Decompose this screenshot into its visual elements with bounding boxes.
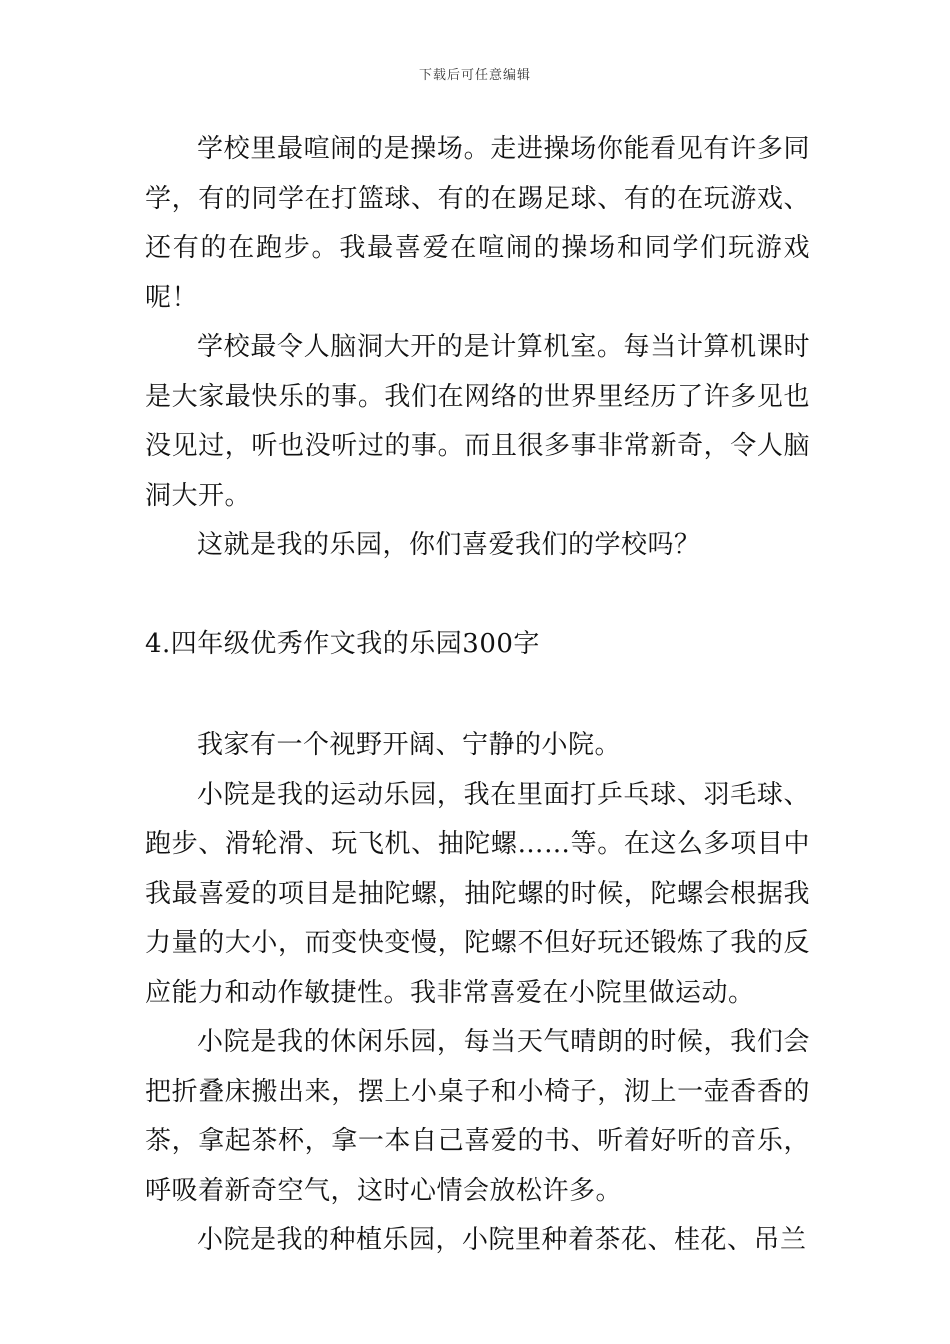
paragraph-planting: 小院是我的种植乐园，小院里种着茶花、桂花、吊兰 [197,1225,807,1255]
paragraph-closing: 这就是我的乐园，你们喜爱我们的学校吗？ [197,530,701,560]
document-body [145,125,810,1266]
section-heading: 4.四年级优秀作文我的乐园300字 [145,628,540,659]
page-header: 下载后可任意编辑 [418,68,531,83]
paragraph-sports: 小院是我的运动乐园，我在里面打乒乓球、羽毛球、跑步、滑轮滑、玩飞机、抽陀螺……等。在这么多项目中我最喜爱的项目是抽陀螺，抽陀螺的时候，陀螺会根据我力量的大小，而变快变慢，陀螺不但好玩还锻炼了我的反应能力和动作敏捷性。我非常喜爱在小院里做运动。 [145,779,810,1008]
paragraph-leisure: 小院是我的休闲乐园，每当天气晴朗的时候，我们会把折叠床搬出来，摆上小桌子和小椅子，沏上一壶香香的茶，拿起茶杯，拿一本自己喜爱的书、听着好听的音乐，呼吸着新奇空气，这时心情会放松许多。 [145,1027,810,1206]
paragraph-yard-intro: 我家有一个视野开阔、宁静的小院。 [197,730,622,760]
paragraph-playground: 学校里最喧闹的是操场。走进操场你能看见有许多同学，有的同学在打篮球、有的在踢足球、有的在玩游戏、还有的在跑步。我最喜爱在喧闹的操场和同学们玩游戏呢！ [145,134,810,313]
paragraph-computer-room: 学校最令人脑洞大开的是计算机室。每当计算机课时是大家最快乐的事。我们在网络的世界里经历了许多见也没见过，听也没听过的事。而且很多事非常新奇，令人脑洞大开。 [145,332,810,511]
